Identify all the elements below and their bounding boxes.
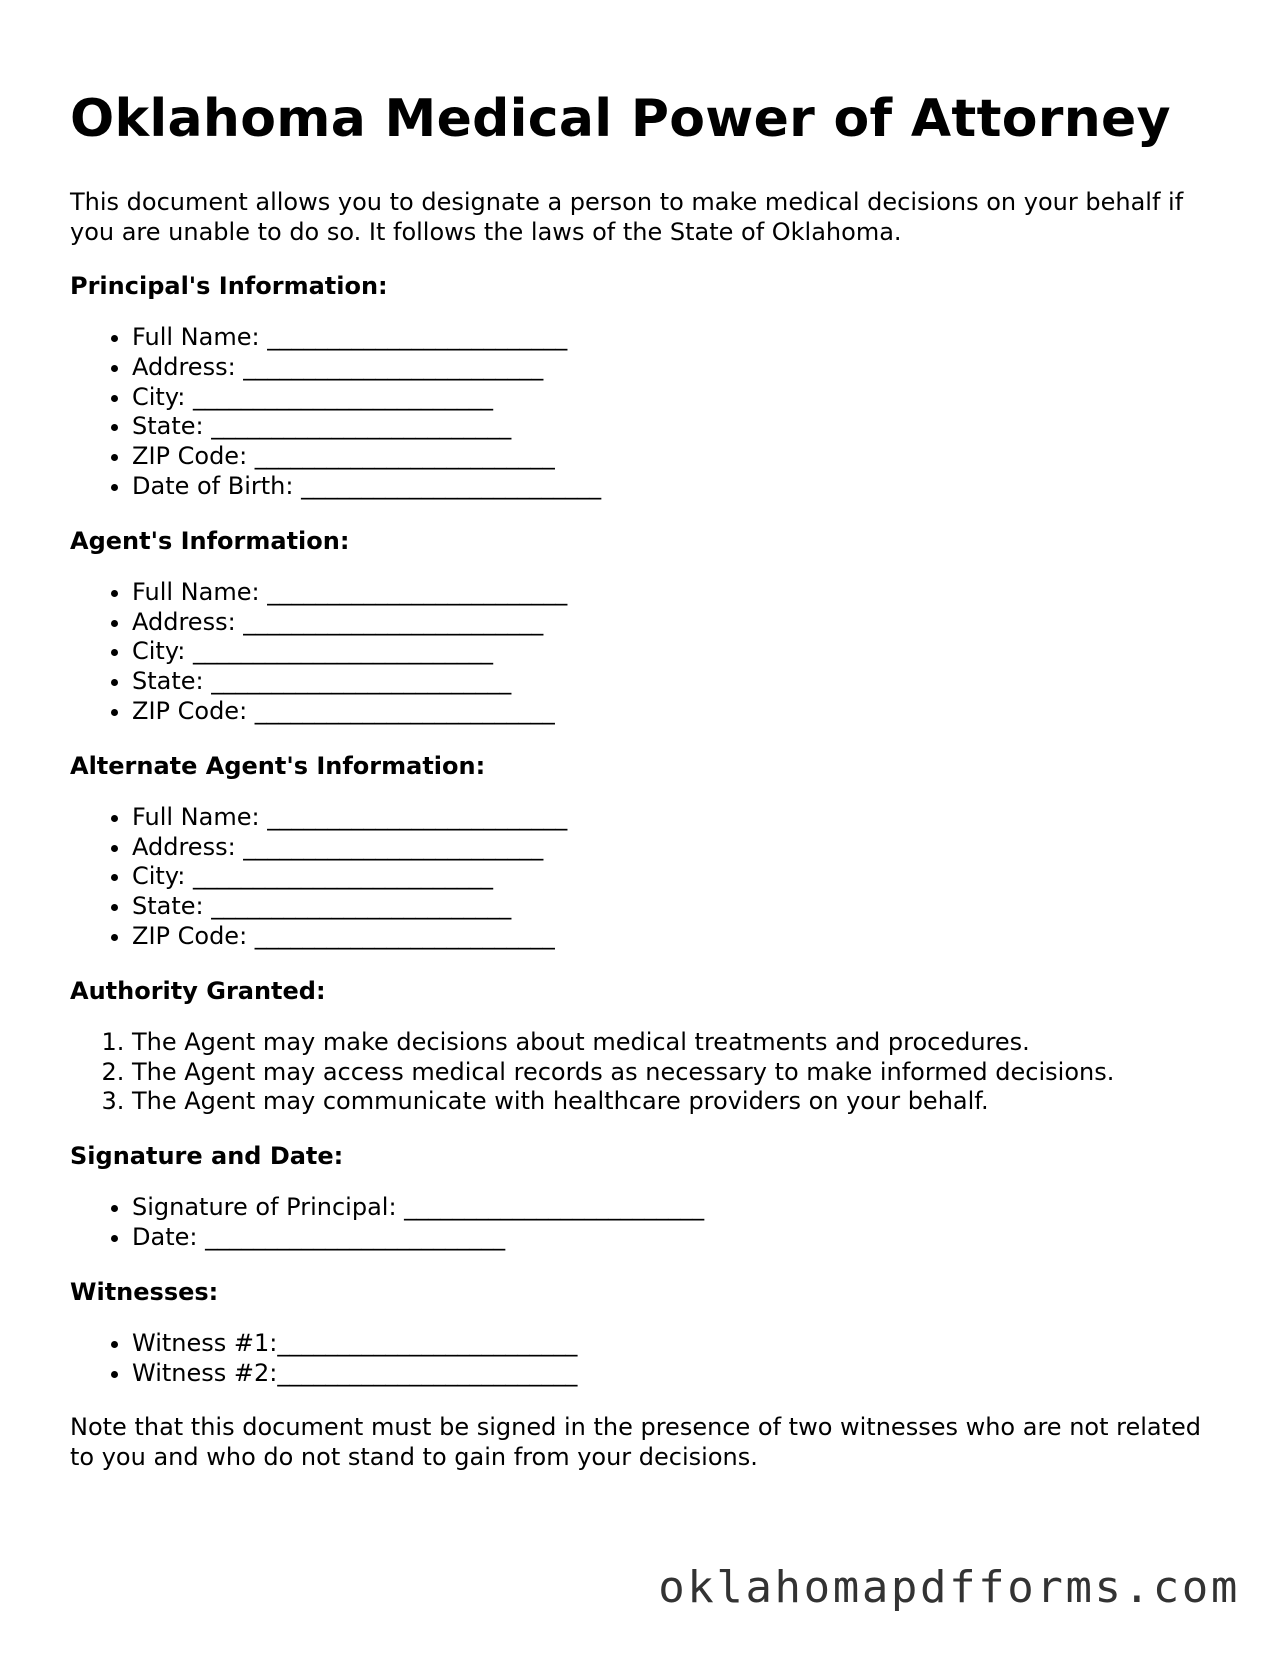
signature-date-field: • Date: _________________________ — [132, 1223, 1220, 1253]
principal-dob-field: • Date of Birth: _________________________ — [132, 472, 1220, 502]
alternate-city-field: • City: _________________________ — [132, 862, 1220, 892]
alternate-state-field: • State: _________________________ — [132, 892, 1220, 922]
witness-fields — [70, 1329, 1220, 1389]
agent-heading: Agent's Information: — [70, 526, 350, 555]
principal-zip-field: • ZIP Code: _________________________ — [132, 442, 1220, 472]
site-watermark: oklahomapdfforms.com — [658, 1562, 1240, 1613]
witnesses-heading: Witnesses: — [70, 1277, 219, 1306]
agent-full-name-field: • Full Name: _________________________ — [132, 578, 1220, 608]
witness-1-field: • Witness #1:_________________________ — [132, 1329, 1220, 1359]
agent-city-field: • City: _________________________ — [132, 637, 1220, 667]
document-title: Oklahoma Medical Power of Attorney — [70, 89, 1171, 149]
agent-fields — [70, 578, 1220, 727]
agent-zip-field: • ZIP Code: _________________________ — [132, 697, 1220, 727]
principal-address-field: • Address: _________________________ — [132, 353, 1220, 383]
principal-fields — [70, 323, 1220, 502]
alternate-address-field: • Address: _________________________ — [132, 833, 1220, 863]
authority-item: 1. The Agent may make decisions about medical treatments and procedures. — [132, 1028, 1220, 1058]
principal-city-field: • City: _________________________ — [132, 383, 1220, 413]
principal-signature-field: • Signature of Principal: _________________________ — [132, 1193, 1220, 1223]
authority-heading: Authority Granted: — [70, 976, 326, 1005]
principal-full-name-field: • Full Name: _________________________ — [132, 323, 1220, 353]
alternate-agent-heading: Alternate Agent's Information: — [70, 751, 486, 780]
authority-item: 3. The Agent may communicate with healthcare providers on your behalf. — [132, 1087, 1220, 1117]
signature-fields — [70, 1193, 1220, 1253]
alternate-zip-field: • ZIP Code: _________________________ — [132, 922, 1220, 952]
document-page — [70, 82, 1220, 1472]
principal-heading: Principal's Information: — [70, 272, 388, 300]
witness-2-field: • Witness #2:_________________________ — [132, 1359, 1220, 1389]
witness-note: Note that this document must be signed in the presence of two witnesses who are not related to you and who do not stand to gain from your decisions. — [70, 1413, 1202, 1472]
intro-paragraph: This document allows you to designate a person to make medical decisions on your behalf if you are unable to do so. It follows the laws of the State of Oklahoma. — [70, 188, 1184, 246]
agent-state-field: • State: _________________________ — [132, 667, 1220, 697]
alternate-full-name-field: • Full Name: _________________________ — [132, 803, 1220, 833]
signature-heading: Signature and Date: — [70, 1142, 344, 1171]
authority-item: 2. The Agent may access medical records as necessary to make informed decisions. — [132, 1058, 1220, 1088]
principal-state-field: • State: _________________________ — [132, 412, 1220, 442]
alternate-agent-fields — [70, 803, 1220, 952]
authority-list — [70, 1028, 1220, 1117]
agent-address-field: • Address: _________________________ — [132, 608, 1220, 638]
